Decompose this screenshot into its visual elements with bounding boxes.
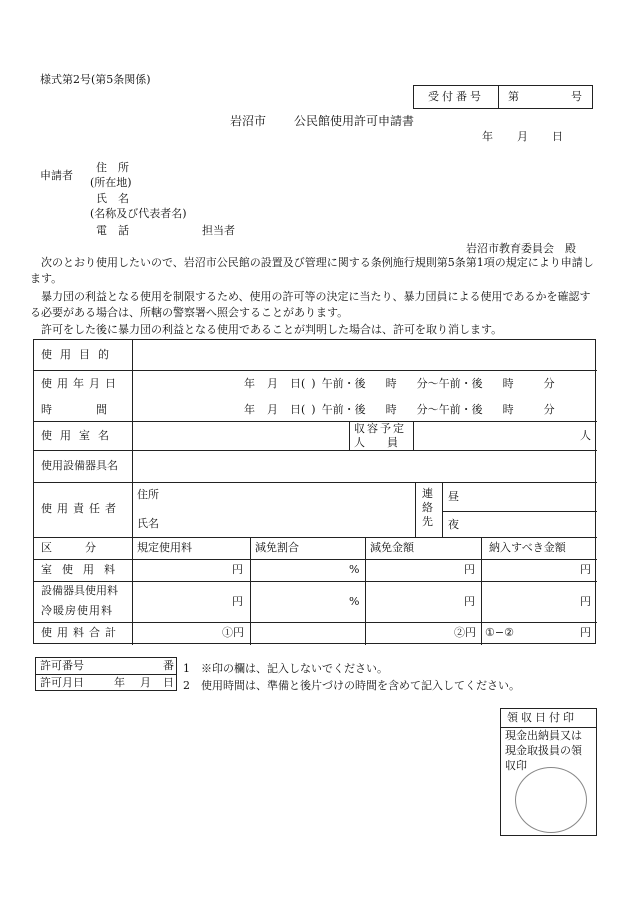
capacity-unit: 人 <box>580 429 591 442</box>
permit-number-unit: 番 <box>163 659 174 672</box>
header-payable-amount: 納入すべき金額 <box>489 541 566 554</box>
time-row: 年 月 日( ) 午前・後 時 分〜午前・後 時 分 <box>244 403 555 416</box>
permit-number-label: 許可番号 <box>40 659 84 672</box>
equip-fee-payable-yen: 円 <box>580 595 591 608</box>
header-reduction-rate: 減免割合 <box>255 541 299 554</box>
total-yen-2: ②円 <box>454 626 476 639</box>
applicant-address-label: 住 所 <box>96 161 129 174</box>
applicant-label: 申請者 <box>40 169 73 182</box>
manager-address-label: 住所 <box>137 488 159 501</box>
application-table <box>33 339 596 644</box>
applicant-name-sub: (名称及び代表者名) <box>90 207 187 220</box>
label-room-fee: 室使用料 <box>41 563 125 576</box>
total-diff: ①−② <box>485 626 514 639</box>
room-fee-payable-yen: 円 <box>580 563 591 576</box>
permit-date-label: 許可月日 <box>40 676 84 689</box>
applicant-address-sub: (所在地) <box>90 176 132 189</box>
equip-fee-reduced-yen: 円 <box>464 595 475 608</box>
receipt-stamp-box <box>500 708 597 836</box>
receipt-number-box <box>413 85 593 109</box>
total-payable-yen: 円 <box>580 626 591 639</box>
title-city: 岩沼市 <box>230 114 267 128</box>
stamp-body-2: 現金取扱員の領 <box>505 744 582 757</box>
label-use-time: 時 間 <box>41 403 107 416</box>
room-fee-reduced-yen: 円 <box>464 563 475 576</box>
date-month: 月 <box>517 130 528 143</box>
manager-name-label: 氏名 <box>137 517 159 530</box>
permit-box <box>35 657 177 691</box>
label-room: 使用室名 <box>41 429 117 442</box>
contact-day-label: 昼 <box>448 490 459 503</box>
paragraph-2: 暴力団の利益となる使用を制限するため、使用の許可等の決定に当たり、暴力団員による使用であるかを確認する必要がある場合は、所轄の警察署へ照会することがあります。 <box>30 290 591 319</box>
room-fee-pct: % <box>349 563 360 576</box>
stamp-circle <box>515 767 587 833</box>
label-purpose: 使用目的 <box>41 348 117 361</box>
label-equip-fee: 設備器具使用料 <box>41 584 118 597</box>
form-id: 様式第2号(第5条関係) <box>40 73 151 86</box>
paragraph-1: 次のとおり使用したいので、岩沼市公民館の設置及び管理に関する条例施行規則第5条第1項の規定により申請します。 <box>30 256 594 285</box>
equip-fee-yen: 円 <box>232 595 243 608</box>
date-day: 日 <box>552 130 563 143</box>
page-title: 公民館使用許可申請書 <box>294 114 415 128</box>
permit-date-month: 月 <box>140 676 151 689</box>
label-heating-fee: 冷暖房使用料 <box>41 604 113 617</box>
date-year: 年 <box>482 130 493 143</box>
receipt-number-label: 受付番号 <box>414 86 499 108</box>
total-yen-1: ①円 <box>222 626 244 639</box>
label-capacity-1: 収容予定 <box>354 422 406 435</box>
permit-date-day: 日 <box>163 676 174 689</box>
contact-night-label: 夜 <box>448 518 459 531</box>
label-total-fee: 使用料合計 <box>41 626 121 639</box>
applicant-contact-label: 担当者 <box>202 224 235 237</box>
label-manager: 使用責任者 <box>41 502 121 515</box>
header-standard-fee: 規定使用料 <box>137 541 192 554</box>
label-equipment: 使用設備器具名 <box>41 459 118 472</box>
stamp-body-1: 現金出納員又は <box>505 729 582 742</box>
permit-date-year: 年 <box>114 676 125 689</box>
contact-label: 連絡先 <box>422 487 433 528</box>
stamp-body-3: 収印 <box>505 759 527 772</box>
label-use-date: 使用年月日 <box>41 377 121 390</box>
applicant-phone-label: 電 話 <box>96 224 129 237</box>
stamp-title: 領収日付印 <box>507 711 577 724</box>
note-2: 2 使用時間は、準備と後片づけの時間を含めて記入してください。 <box>183 679 520 692</box>
applicant-name-label: 氏 名 <box>96 192 129 205</box>
header-category: 区 分 <box>41 541 96 554</box>
room-fee-yen: 円 <box>232 563 243 576</box>
receipt-number-prefix: 第 <box>508 90 519 103</box>
addressee: 岩沼市教育委員会 殿 <box>466 242 576 255</box>
note-1: 1 ※印の欄は、記入しないでください。 <box>183 662 388 675</box>
header-reduction-amount: 減免金額 <box>370 541 414 554</box>
paragraph-3: 許可をした後に暴力団の利益となる使用であることが判明した場合は、許可を取り消します。 <box>41 323 503 336</box>
equip-fee-pct: % <box>349 595 360 608</box>
date-row: 年 月 日( ) 午前・後 時 分〜午前・後 時 分 <box>244 377 555 390</box>
receipt-number-suffix: 号 <box>571 90 582 103</box>
label-capacity-2: 人 員 <box>354 436 398 449</box>
